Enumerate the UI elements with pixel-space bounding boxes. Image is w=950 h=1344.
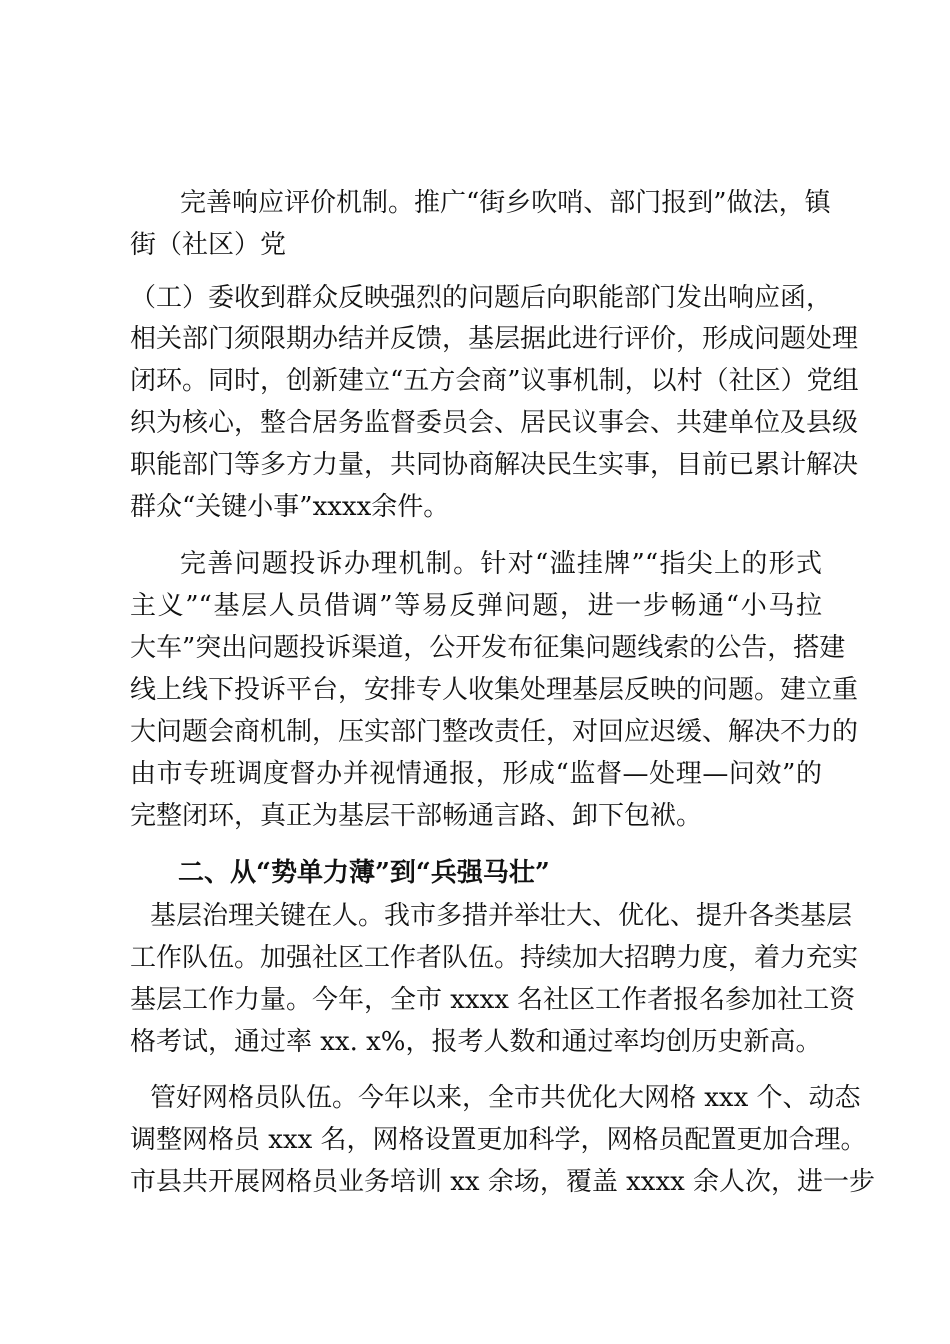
paragraph-line: 职能部门等多方力量，共同协商解决民生实事，目前已累计解决 (130, 450, 859, 480)
paragraph-line: 大问题会商机制，压实部门整改责任，对回应迟缓、解决不力的 (130, 717, 859, 747)
paragraph-line: 完善响应评价机制。推广“街乡吹哨、部门报到”做法，镇 (180, 188, 831, 218)
paragraph-line: 调整网格员 xxx 名，网格设置更加科学，网格员配置更加合理。 (130, 1125, 867, 1155)
paragraph-line: （工）委收到群众反映强烈的问题后向职能部门发出响应函， (130, 283, 833, 313)
paragraph-line: 完整闭环，真正为基层干部畅通言路、卸下包袱。 (130, 801, 703, 831)
paragraph-line: 完善问题投诉办理机制。针对“滥挂牌”“指尖上的形式 (180, 549, 822, 579)
paragraph-line: 主义”“基层人员借调”等易反弹问题，进一步畅通“小马拉 (130, 591, 822, 621)
paragraph-line: 格考试，通过率 xx. x%，报考人数和通过率均创历史新高。 (130, 1027, 822, 1057)
paragraph-line: 街（社区）党 (130, 230, 287, 260)
section-heading: 二、从“势单力薄”到“兵强马壮” (178, 858, 550, 888)
paragraph-line: 线上线下投诉平台，安排专人收集处理基层反映的问题。建立重 (130, 675, 859, 705)
paragraph-line: 基层工作力量。今年，全市 xxxx 名社区工作者报名参加社工资 (130, 985, 856, 1015)
paragraph-line: 群众“关键小事”xxxx余件。 (130, 492, 450, 522)
paragraph-line: 管好网格员队伍。今年以来，全市共优化大网格 xxx 个、动态 (150, 1083, 861, 1113)
paragraph-line: 织为核心，整合居务监督委员会、居民议事会、共建单位及县级 (130, 408, 859, 438)
paragraph-line: 由市专班调度督办并视情通报，形成“监督—处理—问效”的 (130, 759, 822, 789)
paragraph-line: 大车”突出问题投诉渠道，公开发布征集问题线索的公告，搭建 (130, 633, 846, 663)
paragraph-line: 工作队伍。加强社区工作者队伍。持续加大招聘力度，着力充实 (130, 943, 859, 973)
paragraph-line: 相关部门须限期办结并反馈，基层据此进行评价，形成问题处理 (130, 324, 859, 354)
paragraph-line: 基层治理关键在人。我市多措并举壮大、优化、提升各类基层 (150, 901, 853, 931)
paragraph-line: 市县共开展网格员业务培训 xx 余场，覆盖 xxxx 余人次，进一步 (130, 1167, 876, 1197)
paragraph-line: 闭环。同时，创新建立“五方会商”议事机制，以村（社区）党组 (130, 366, 859, 396)
